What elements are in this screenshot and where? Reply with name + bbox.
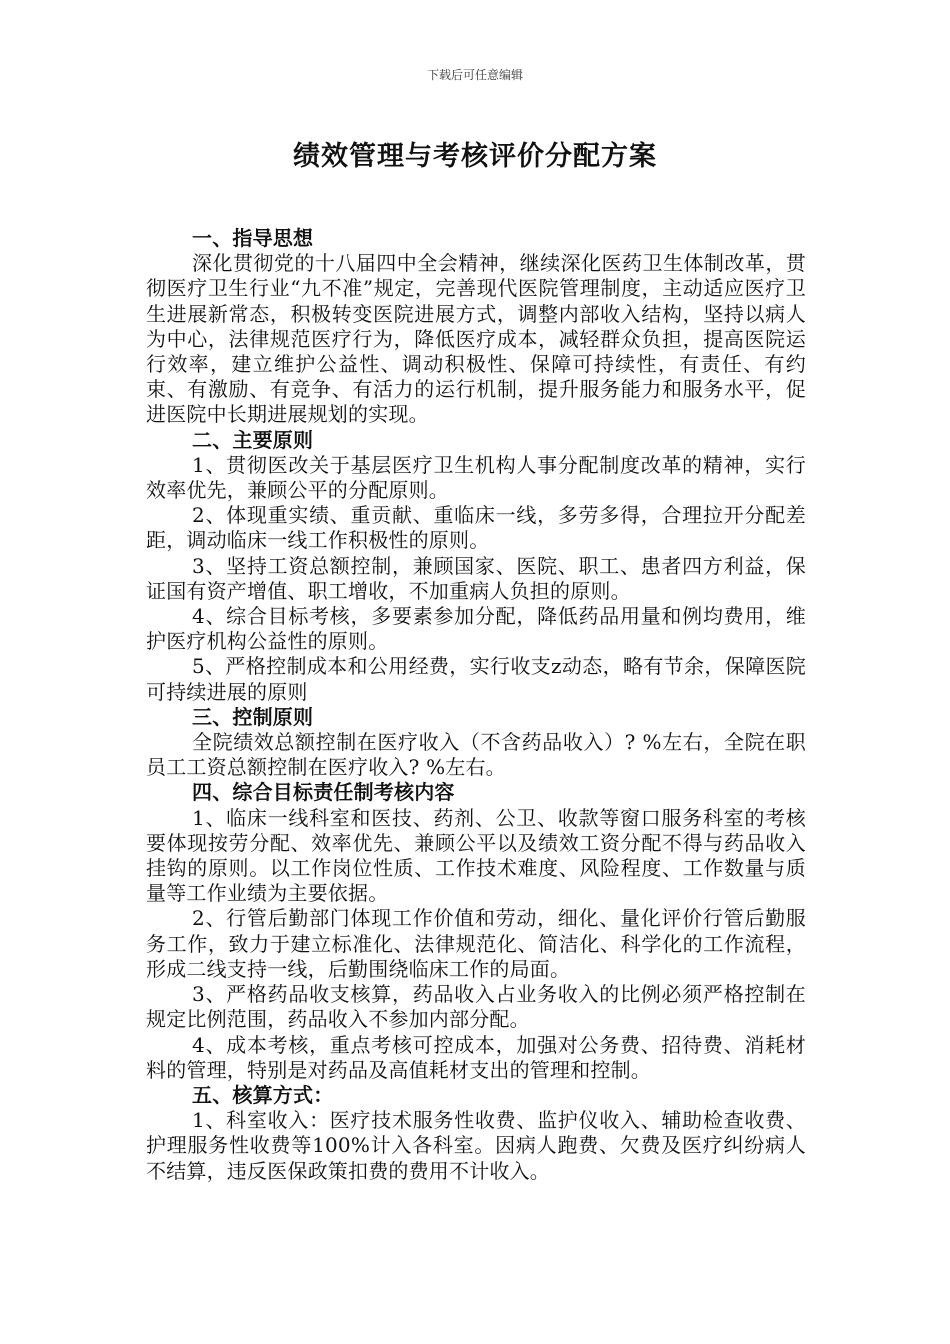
paragraph: 2、行管后勤部门体现工作价值和劳动，细化、量化评价行管后勤服务工作，致力于建立标准化、法律规范化、简洁化、科学化的工作流程，形成二线支持一线，后勤围绕临床工作的局面。 xyxy=(146,906,806,981)
page-header-note: 下载后可任意编辑 xyxy=(426,68,523,82)
paragraph: 1、科室收入：医疗技术服务性收费、监护仪收入、辅助检查收费、护理服务性收费等100%计入各科室。因病人跑费、欠费及医疗纠纷病人不结算，违反医保政策扣费的费用不计收入。 xyxy=(146,1108,806,1183)
paragraph: 1、贯彻医改关于基层医疗卫生机构人事分配制度改革的精神，实行效率优先，兼顾公平的分配原则。 xyxy=(146,452,806,503)
paragraph: 4、成本考核，重点考核可控成本，加强对公务费、招待费、消耗材料的管理，特别是对药品及高值耗材支出的管理和控制。 xyxy=(146,1032,806,1082)
section-heading-5: 五、核算方式： xyxy=(192,1082,334,1107)
section-heading-3: 三、控制原则 xyxy=(192,704,314,729)
paragraph: 全院绩效总额控制在医疗收入（不含药品收入）? %左右，全院在职员工工资总额控制在医疗收入? %左右。 xyxy=(146,730,806,780)
section-heading-2: 二、主要原则 xyxy=(192,427,314,452)
paragraph: 深化贯彻党的十八届四中全会精神，继续深化医药卫生体制改革，贯彻医疗卫生行业“九不准”规定，完善现代医院管理制度，主动适应医疗卫生进展新常态，积极转变医院进展方式，调整内部收入结构，坚持以病人为中心，法律规范医疗行为，降低医疗成本，减轻群众负担，提高医院运行效率，建立维护公益性、调动积极性、保障可持续性，有责任、有约束、有激励、有竞争、有活力的运行机制，提升服务能力和服务水平，促进医院中长期进展规划的实现。 xyxy=(146,251,806,427)
paragraph: 3、坚持工资总额控制，兼顾国家、医院、职工、患者四方利益，保证国有资产增值、职工增收，不加重病人负担的原则。 xyxy=(146,553,806,603)
paragraph: 5、严格控制成本和公用经费，实行收支z动态，略有节余，保障医院可持续进展的原则 xyxy=(146,654,806,704)
paragraph: 1、临床一线科室和医技、药剂、公卫、收款等窗口服务科室的考核要体现按劳分配、效率优先、兼顾公平以及绩效工资分配不得与药品收入挂钩的原则。以工作岗位性质、工作技术难度、风险程度、工作数量与质量等工作业绩为主要依据。 xyxy=(146,805,806,906)
document-title: 绩效管理与考核评价分配方案 xyxy=(293,141,657,172)
section-heading-4: 四、综合目标责任制考核内容 xyxy=(192,780,455,805)
section-heading-1: 一、指导思想 xyxy=(192,226,314,250)
paragraph: 4、综合目标考核，多要素参加分配，降低药品用量和例均费用，维护医疗机构公益性的原则。 xyxy=(146,604,806,654)
document-body xyxy=(146,226,806,1184)
paragraph: 3、严格药品收支核算，药品收入占业务收入的比例必须严格控制在规定比例范围，药品收入不参加内部分配。 xyxy=(146,982,806,1032)
paragraph: 2、体现重实绩、重贡献、重临床一线，多劳多得，合理拉开分配差距，调动临床一线工作积极性的原则。 xyxy=(146,503,806,553)
